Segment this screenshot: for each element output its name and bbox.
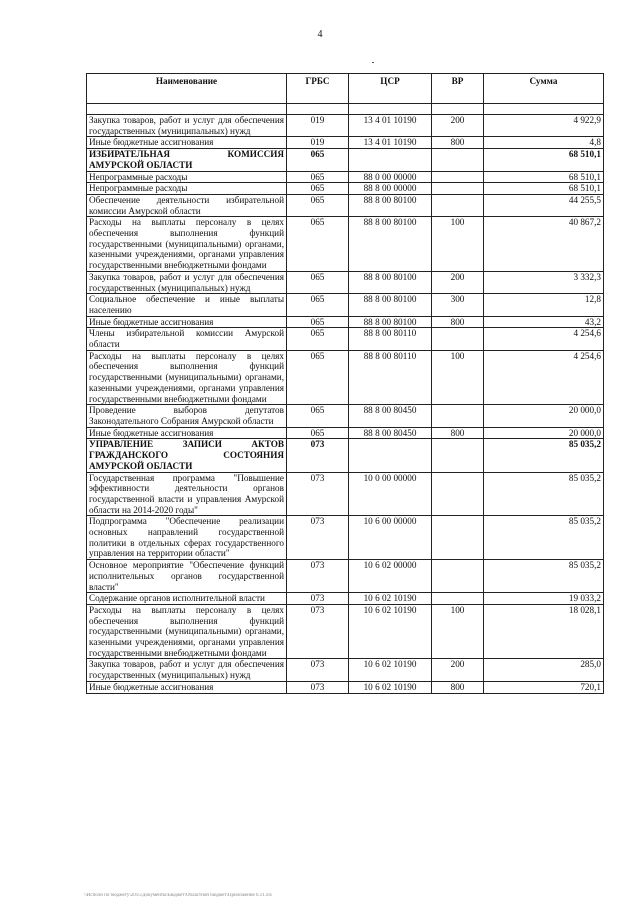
table-row [87, 560, 604, 593]
header-vr: ВР [432, 74, 484, 104]
cell-name: Члены избирательной комиссии Амурской области [87, 328, 287, 350]
cell-grbs: 073 [287, 472, 349, 516]
cell-sum: 40 867,2 [484, 217, 604, 272]
cell-grbs: 065 [287, 316, 349, 328]
cell-csr: 10 6 02 10190 [349, 604, 432, 659]
cell-grbs: 073 [287, 681, 349, 693]
cell-grbs: 065 [287, 149, 349, 171]
cell-grbs: 073 [287, 516, 349, 560]
scan-speck [372, 62, 374, 63]
cell-csr [349, 149, 432, 171]
cell-grbs: 065 [287, 405, 349, 427]
table-row [87, 294, 604, 316]
cell-vr: 300 [432, 294, 484, 316]
header-grbs: ГРБС [287, 74, 349, 104]
cell-csr: 88 8 00 80110 [349, 350, 432, 405]
cell-grbs: 065 [287, 350, 349, 405]
cell-grbs: 073 [287, 659, 349, 681]
cell-grbs: 019 [287, 115, 349, 137]
cell-csr: 10 6 00 00000 [349, 516, 432, 560]
cell-vr [432, 439, 484, 472]
cell-csr: 13 4 01 10190 [349, 137, 432, 149]
cell-name: Иные бюджетные ассигнования [87, 427, 287, 439]
cell-name: Социальное обеспечение и иные выплаты населению [87, 294, 287, 316]
header-name: Наименование [87, 74, 287, 104]
cell-name: Закупка товаров, работ и услуг для обеспечения государственных (муниципальных) нужд [87, 659, 287, 681]
cell-csr: 88 0 00 00000 [349, 171, 432, 183]
cell-vr [432, 171, 484, 183]
cell-name: Закупка товаров, работ и услуг для обеспечения государственных (муниципальных) нужд [87, 115, 287, 137]
cell-vr: 800 [432, 681, 484, 693]
cell-vr: 200 [432, 659, 484, 681]
cell-sum: 85 035,2 [484, 560, 604, 593]
cell-grbs: 065 [287, 171, 349, 183]
cell-sum: 19 033,2 [484, 593, 604, 605]
table-row [87, 149, 604, 171]
cell-grbs: 065 [287, 294, 349, 316]
cell-vr: 100 [432, 217, 484, 272]
cell-csr: 88 8 00 80100 [349, 294, 432, 316]
cell-sum: 85 035,2 [484, 472, 604, 516]
table-row [87, 681, 604, 693]
table-row [87, 593, 604, 605]
cell-name: Содержание органов исполнительной власти [87, 593, 287, 605]
cell-name: Расходы на выплаты персоналу в целях обеспечения выполнения функций государственными (муниципальными) органами, казенными учреждениями, органами управления государственными внебюджетными фондами [87, 350, 287, 405]
cell-name: Подпрограмма "Обеспечение реализации основных направлений государственной политики в отдельных сферах государственного управления на территории области" [87, 516, 287, 560]
cell-grbs: 065 [287, 328, 349, 350]
cell-sum: 68 510,1 [484, 149, 604, 171]
cell-grbs: 065 [287, 217, 349, 272]
cell-csr: 88 8 00 80450 [349, 427, 432, 439]
cell-grbs: 073 [287, 604, 349, 659]
cell-grbs: 065 [287, 194, 349, 216]
cell-sum: 4 254,6 [484, 350, 604, 405]
table-row [87, 271, 604, 293]
table-row [87, 328, 604, 350]
cell-sum: 3 332,3 [484, 271, 604, 293]
cell-name: Проведение выборов депутатов Законодательного Собрания Амурской области [87, 405, 287, 427]
cell-name: Основное мероприятие "Обеспечение функций исполнительных органов государственной власти" [87, 560, 287, 593]
cell-vr [432, 328, 484, 350]
cell-csr: 10 6 02 10190 [349, 681, 432, 693]
cell-grbs: 073 [287, 593, 349, 605]
cell-grbs: 065 [287, 427, 349, 439]
cell-csr: 88 8 00 80450 [349, 405, 432, 427]
cell-vr [432, 149, 484, 171]
cell-vr [432, 183, 484, 195]
table-spacer-row [87, 104, 604, 115]
cell-grbs: 065 [287, 183, 349, 195]
cell-vr: 100 [432, 350, 484, 405]
table-row [87, 115, 604, 137]
cell-csr: 10 6 02 10190 [349, 659, 432, 681]
cell-grbs: 073 [287, 439, 349, 472]
table-row [87, 427, 604, 439]
table-row [87, 194, 604, 216]
cell-csr: 13 4 01 10190 [349, 115, 432, 137]
cell-vr [432, 472, 484, 516]
cell-csr: 88 8 00 80100 [349, 316, 432, 328]
cell-sum: 85 035,2 [484, 439, 604, 472]
cell-grbs: 019 [287, 137, 349, 149]
cell-grbs: 073 [287, 560, 349, 593]
cell-vr: 800 [432, 137, 484, 149]
cell-csr: 88 8 00 80100 [349, 271, 432, 293]
cell-name: Расходы на выплаты персоналу в целях обеспечения выполнения функций государственными (муниципальными) органами, казенными учреждениями, органами управления государственными внебюджетными фондами [87, 217, 287, 272]
cell-sum: 285,0 [484, 659, 604, 681]
cell-vr [432, 593, 484, 605]
cell-vr [432, 194, 484, 216]
cell-sum: 20 000,0 [484, 405, 604, 427]
cell-name: Иные бюджетные ассигнования [87, 137, 287, 149]
table-row [87, 604, 604, 659]
cell-name: Обеспечение деятельности избирательной комиссии Амурской области [87, 194, 287, 216]
cell-csr [349, 439, 432, 472]
cell-sum: 85 035,2 [484, 516, 604, 560]
cell-name: Иные бюджетные ассигнования [87, 681, 287, 693]
cell-name: Непрограммные расходы [87, 183, 287, 195]
cell-name: Государственная программа "Повышение эффективности деятельности органов государственной власти и управления Амурской области на 2014-2020 годы" [87, 472, 287, 516]
header-sum: Сумма [484, 74, 604, 104]
file-path-footer: \\Исполн по бюджету\2015\Документы\Бюджет\Областной бюджет\Приложение 6.11.xls [84, 893, 272, 898]
cell-vr: 800 [432, 427, 484, 439]
cell-sum: 12,8 [484, 294, 604, 316]
cell-vr [432, 560, 484, 593]
cell-name: Закупка товаров, работ и услуг для обеспечения государственных (муниципальных) нужд [87, 271, 287, 293]
cell-csr: 88 8 00 80100 [349, 217, 432, 272]
cell-name: Иные бюджетные ассигнования [87, 316, 287, 328]
table-row [87, 439, 604, 472]
table-row [87, 516, 604, 560]
cell-csr: 88 8 00 00000 [349, 183, 432, 195]
page-number: 4 [317, 29, 323, 40]
table-row [87, 659, 604, 681]
header-csr: ЦСР [349, 74, 432, 104]
cell-sum: 68 510,1 [484, 171, 604, 183]
cell-csr: 10 6 02 00000 [349, 560, 432, 593]
table-row [87, 183, 604, 195]
budget-table [86, 73, 604, 694]
table-row [87, 316, 604, 328]
cell-name: Непрограммные расходы [87, 171, 287, 183]
cell-sum: 18 028,1 [484, 604, 604, 659]
cell-vr: 100 [432, 604, 484, 659]
table-row [87, 350, 604, 405]
cell-sum: 720,1 [484, 681, 604, 693]
table-row [87, 171, 604, 183]
cell-sum: 43,2 [484, 316, 604, 328]
cell-csr: 10 0 00 00000 [349, 472, 432, 516]
cell-sum: 4 922,9 [484, 115, 604, 137]
cell-vr: 200 [432, 115, 484, 137]
cell-grbs: 065 [287, 271, 349, 293]
table-header-row [87, 74, 604, 104]
cell-csr: 10 6 02 10190 [349, 593, 432, 605]
cell-sum: 20 000,0 [484, 427, 604, 439]
cell-sum: 4,8 [484, 137, 604, 149]
cell-csr: 88 8 00 80110 [349, 328, 432, 350]
cell-vr [432, 516, 484, 560]
cell-name: ИЗБИРАТЕЛЬНАЯ КОМИССИЯ АМУРСКОЙ ОБЛАСТИ [87, 149, 287, 171]
cell-vr [432, 405, 484, 427]
cell-vr: 200 [432, 271, 484, 293]
table-row [87, 137, 604, 149]
cell-sum: 44 255,5 [484, 194, 604, 216]
cell-vr: 800 [432, 316, 484, 328]
cell-sum: 4 254,6 [484, 328, 604, 350]
table-row [87, 405, 604, 427]
table-row [87, 217, 604, 272]
cell-csr: 88 8 00 80100 [349, 194, 432, 216]
cell-name: УПРАВЛЕНИЕ ЗАПИСИ АКТОВ ГРАЖДАНСКОГО СОСТОЯНИЯ АМУРСКОЙ ОБЛАСТИ [87, 439, 287, 472]
table-row [87, 472, 604, 516]
cell-name: Расходы на выплаты персоналу в целях обеспечения выполнения функций государственными (муниципальными) органами, казенными учреждениями, органами управления государственными внебюджетными фондами [87, 604, 287, 659]
cell-sum: 68 510,1 [484, 183, 604, 195]
